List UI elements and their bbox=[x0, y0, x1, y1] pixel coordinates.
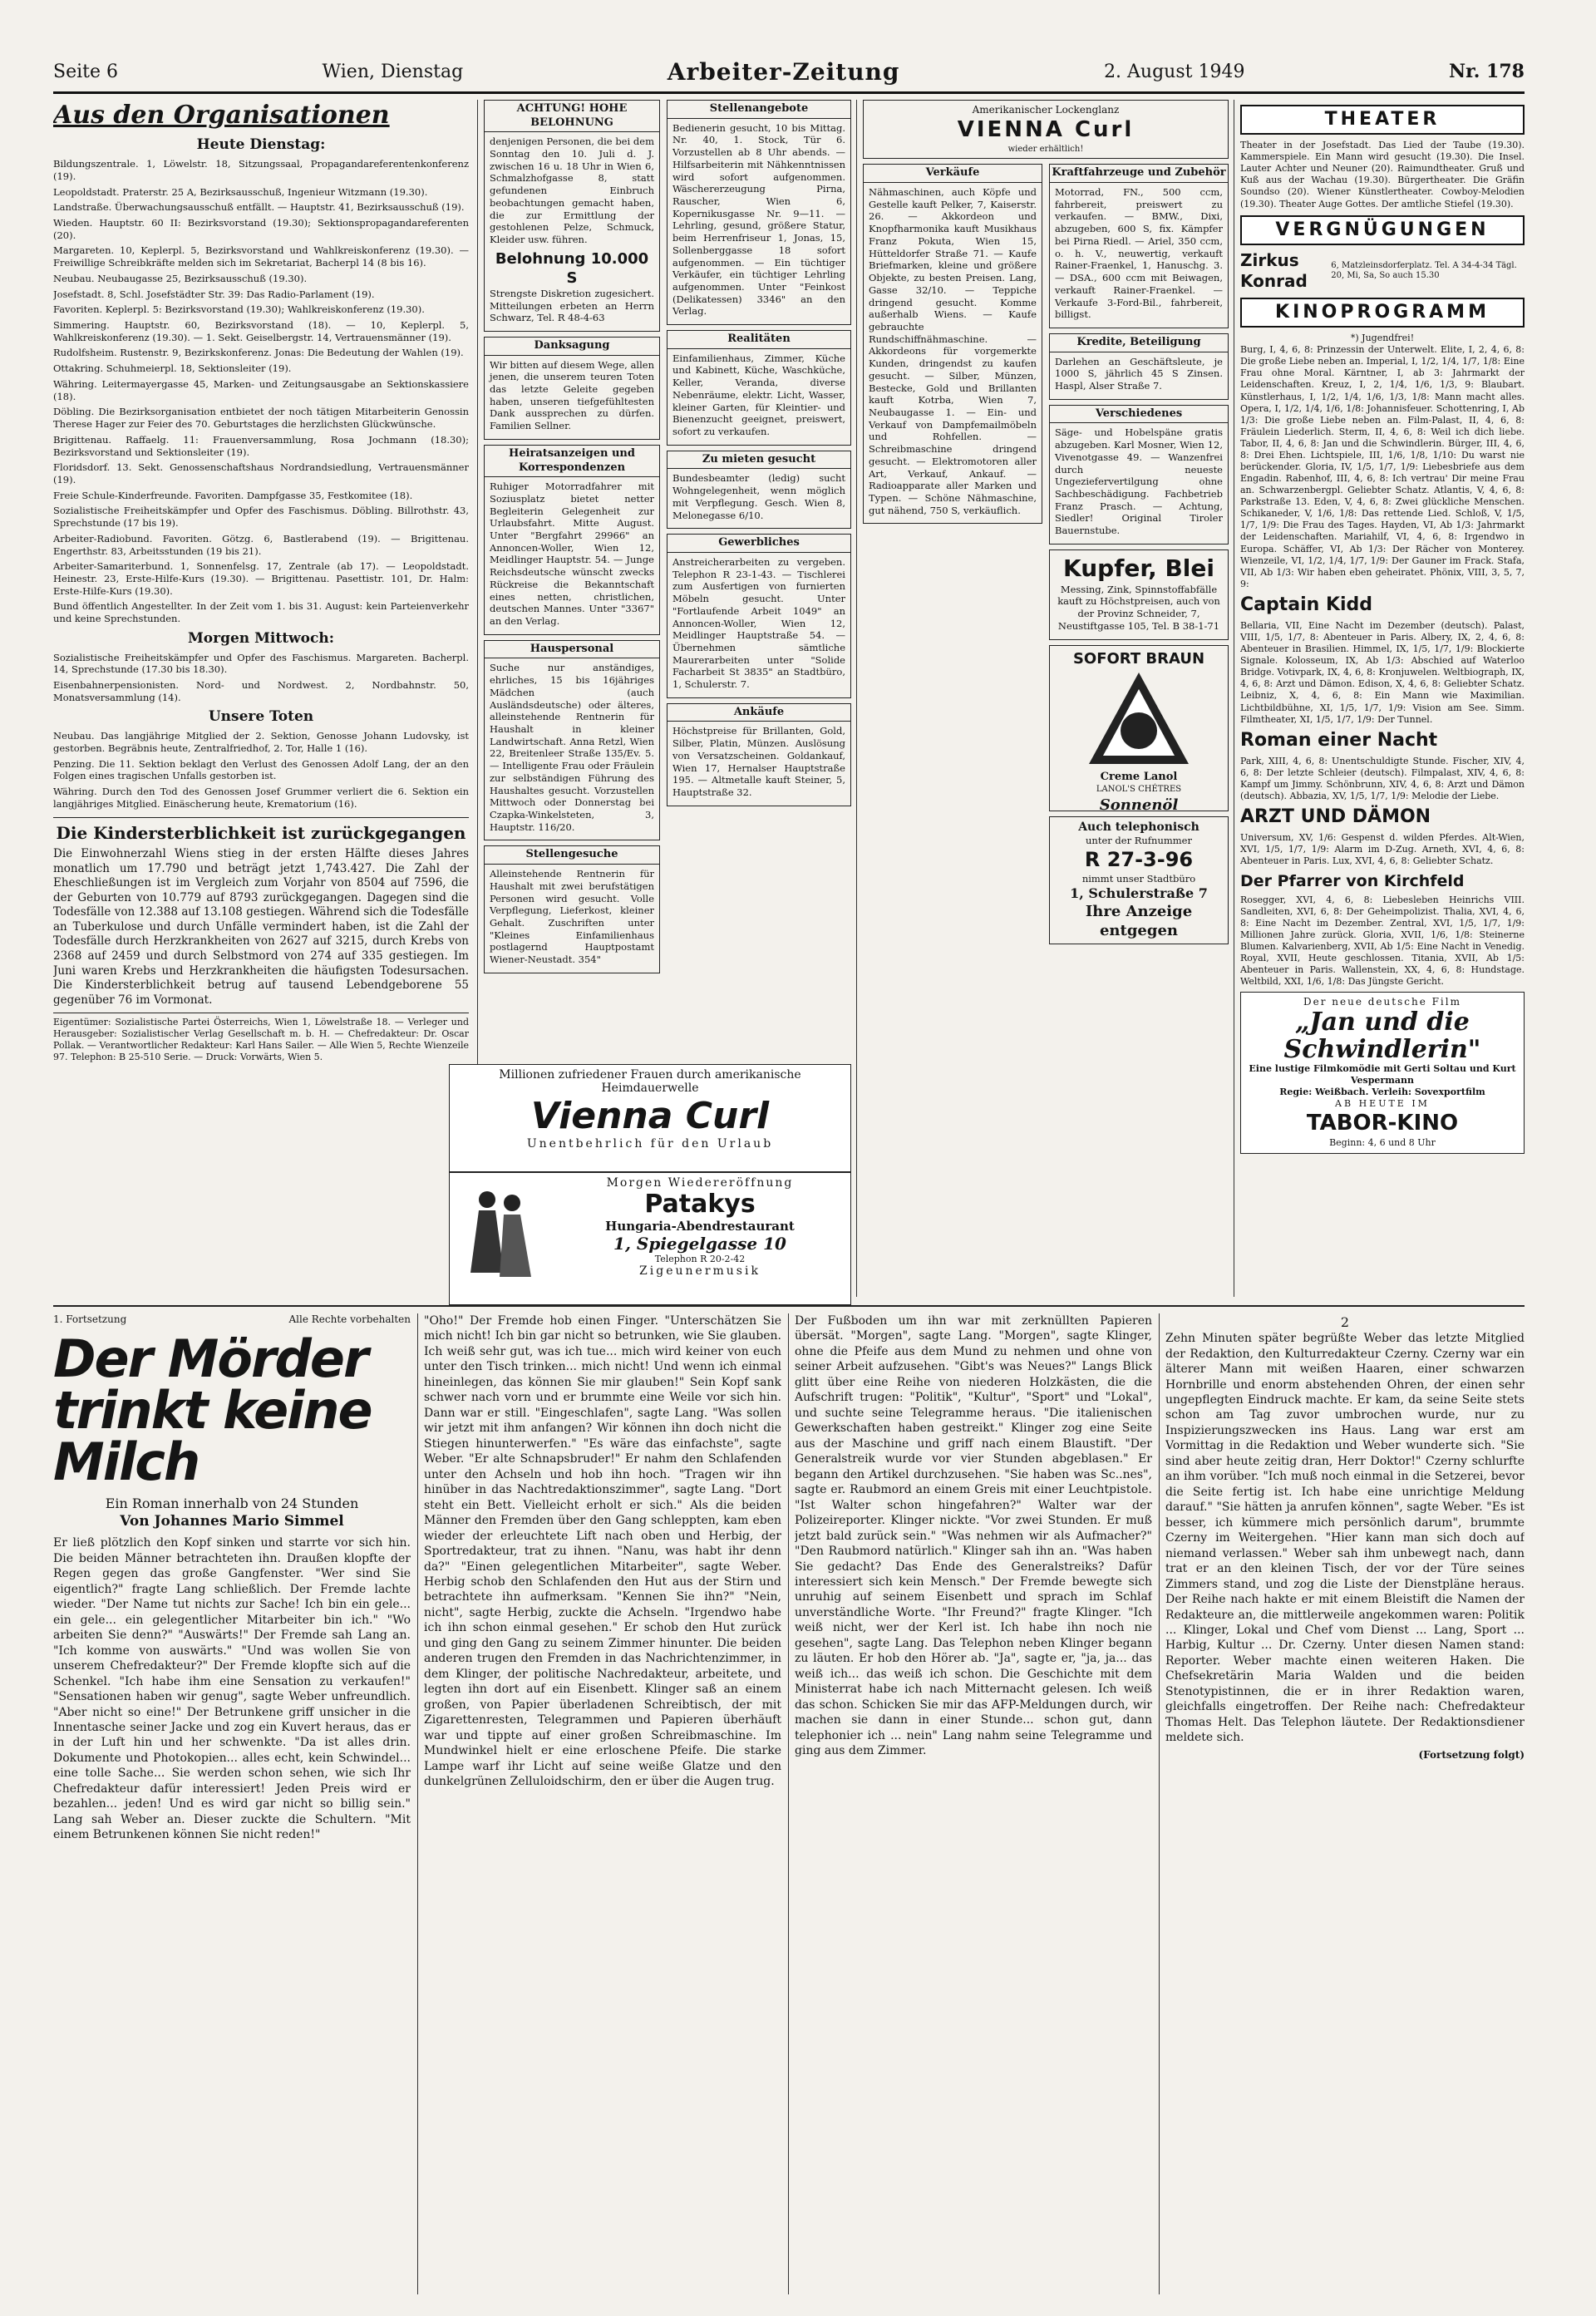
dank-text: Wir bitten auf diesem Wege, allen jenen, die unserem teuren Toten das letzte Geleite gegeben haben, unseren tiefgefühltesten Dank aussprechen zu dürfen. Familien Sellner. bbox=[490, 358, 654, 432]
realitaeten-title: Realitäten bbox=[667, 331, 850, 349]
masthead: Arbeiter-Zeitung bbox=[667, 57, 900, 86]
org-item: Arbeiter-Samariterbund. 1, Sonnenfelsg. 17, Zentrale (ab 17). — Leopoldstadt. Heinestr. 23, Erste-Hilfe-Kurs (19.30). — Brigittenau. Pasettistr. 101, Dr. Halm: Erste-Hilfe-Kurs (19.30). bbox=[53, 560, 469, 597]
mieten-ad bbox=[667, 451, 851, 530]
patakys-sub: Hungaria-Abendrestaurant bbox=[605, 1219, 795, 1234]
issue-date: 2. August 1949 bbox=[1104, 61, 1245, 82]
ankauf-text: Höchstpreise für Brillanten, Gold, Silber, Platin, Münzen. Auslösung von Versatzscheinen. Goldankauf, Wien 17, Hernalser Hauptstraße 195. — Altmetalle kauft Steiner, 5, Hauptstraße 32. bbox=[672, 725, 845, 799]
reward-ad bbox=[484, 100, 660, 332]
dead-title: Unsere Toten bbox=[208, 708, 314, 726]
theater-text: Theater in der Josefstadt. Das Lied der Taube (19.30). Kammerspiele. Ein Mann wird gesucht (19.30). Die Insel. Lauter Achter und Neuner (20). Raimundtheater. Gruß und Kuß aus der Wachau (19.30). Bürgertheater. Die Gräfin Soundso (20). Wiener Künstlertheater. Cowboy-Melodien (19.30). Theater Auge Gottes. Der amtliche Stiefel (19.30). bbox=[1240, 140, 1525, 209]
dank-ad bbox=[484, 337, 660, 440]
kino-text-5: Rosegger, XVI, 4, 6, 8: Liebesleben Heinrichs VIII. Sandleiten, XVI, 6, 8: Der Geheimpolizist. Thalia, XVI, 4, 6, 8: Eine Nacht im Dezember. Zentral, XVI, 1/5, 1/7, 1/9: Millionen Jahre zurück. Gloria, XVII, 1/6, 1/8: Steinerne Blumen. Kalvarienberg, XVII, Ab 1/5: Eine Nacht in Venedig. Royal, XVII, Heute geschlossen. Titania, XVII, Ab 1/5: Abenteuer in Paris. Wallenstein, XX, 4, 6, 8: Hundstage. Weltbild, XXI, 1/6, 1/8: Das Jüngste Gericht. bbox=[1240, 894, 1525, 988]
patakys-top: Morgen Wiedereröffnung bbox=[606, 1176, 794, 1190]
obituary-item: Neubau. Das langjährige Mitglied der 2. Sektion, Genosse Johann Ludovsky, ist gestorben. Begräbnis heute, Zentralfriedhof, 2. Tor, Halle 1 (16). bbox=[53, 730, 469, 754]
kredite-ad bbox=[1049, 333, 1229, 400]
novel-rights: Alle Rechte vorbehalten bbox=[288, 1313, 411, 1325]
dancers-illustration bbox=[458, 1181, 541, 1289]
org-item: Simmering. Hauptstr. 60, Bezirksvorstand (18). — 10, Keplerpl. 5, Wahlkreiskonferenz (19.30). — 1. Sekt. Geiselbergstr. 14, Vertrauensmänner (19). bbox=[53, 319, 469, 343]
kredite-text: Darlehen an Geschäftsleute, je 1000 S, jährlich 45 S Zinsen. Haspl, Alser Straße 7. bbox=[1055, 355, 1223, 392]
novel-text-1: Er ließ plötzlich den Kopf sinken und starrte vor sich hin. Die beiden Männer betrachteten ihn. Draußen klopfte der Regen gegen das große Gangfenster. "Wer sind Sie eigentlich?" fragte Lang schließlich. Der Fremde lachte wieder. "Der Name tut nichts zur Sache! Ich bin ein gele... ein gele... ein gelegentlicher Mitarbeiter bin ich." "Wo arbeiten Sie denn?" "Auswärts!" Der Fremde sah Lang an. "Ich komme von auswärts." "Und was wollen Sie von unserem Chefredakteur?" Der Fremde klopfte sich auf die Schenkel. "Ich habe ihm eine Sensation zu verkaufen!" "Sensationen haben wir genug", sagte Weber unfreundlich. "Aber nicht so eine!" Der Betrunkene griff unsicher in die Innentasche seiner Jacke und zog ein Kuvert heraus, das er in der Luft hin und her schwenkte. "Da ist alles drin. Dokumente und Photokopien... alles echt, kein Schwindel... eine tolle Sache... Sie werden schon sehen, wie sich Ihr Chefredakteur dafür interessiert! Jeden Preis wird er bezahlen... jeden! Und es wird gar nicht so billig sein." Lang sah Weber an. Dieser zuckte die Schultern. "Mit einem Betrunkenen können Sie nicht reden!" bbox=[53, 1536, 411, 1842]
reward-ad-text: denjenigen Personen, die bei dem Sonntag den 10. Juli d. J. zwischen 16 u. 18 Uhr in Wien 6, Schmalzhofgasse 8, statt gefundenen Einbruch beobachtungen gemacht haben, die zur Ermittlung der gestohlenen Pelze, Schmuck, Kleider usw. führen. bbox=[490, 136, 654, 245]
sofort-braun-sub: LANOL'S CHÉTRES bbox=[1096, 784, 1182, 794]
stellen-text: Alleinstehende Rentnerin für Haushalt mit zwei berufstätigen Personen wird gesucht. Volle Verpflegung, Lieferkost, kleiner Gehalt. Zuschriften unter "Kleines Einfamilienhaus postlagernd Hauptpostamt Wiener-Neustadt. 354" bbox=[490, 868, 654, 966]
kino-text-2: Bellaria, VII, Eine Nacht im Dezember (deutsch). Palast, VIII, 1/5, 1/7, 8: Abenteuer in Paris. Albery, IX, 2, 4, 6, 8: Abenteuer in Brasilien. Himmel, IX, 1/5, 1/7, 1/9: Blockierte Signale. Kolosseum, IX, Ab 1/3: Abschied auf Waterloo Bridge. Votivpark, IX, 4, 6, 8: Kronjuwelen. Weltbiograph, IX, 4, 6, 8: Arzt und Dämon. Edison, X, 4, 6, 8: Geliebter Schatz. Leibniz, X, 4, 6, 8: Ein Mann wie Maximilian. Lichtbildbühne, XI, 1/5, 1/7, 1/9: Vision am See. Simm. Filmtheater, XI, 1/5, 1/7, 1/9: Der Tunnel. bbox=[1240, 620, 1525, 725]
telefon-line2: unter der Rufnummer bbox=[1086, 835, 1192, 847]
novel-text-3: Der Fußboden um ihn war mit zerknüllten Papieren übersät. "Morgen", sagte Lang. "Morgen", sagte Klinger, ohne die Pfeife aus dem Mund zu nehmen und ohne von seiner Arbeit aufzusehen. "Gibt's was Neues?" Langs Blick glitt über eine Reihe von niederen Holzkästen, die die Aufschrift trugen: "Politik", "Kultur", "Sport" und "Lokal", und suchte seine Telegramme heraus. "Die italienischen Gewerkschaften haben gestreikt." Klinger zog eine Seite aus der Maschine und griff nach einem Blaustift. "Der Generalstreik wurde vor vier Stunden abgeblasen." Er begann den Artikel durchzusehen. "Sie haben was Sc..nes", sagte er. Raubmord an einem Greis mit einer Leuchtpistole. "Ist Walter schon hingefahren?" Walter war der Polizeireporter. Klinger nickte. "Vor zwei Stunden. Er muß jetzt bald zurück sein." "Was nehmen wir als Aufmacher?" "Den Raubmord natürlich." Klinger sah ihn an. "Was haben Sie gedacht? Das Ende des Generalstreiks? Dafür interessiert sich kein Mensch." Der Fremde bewegte sich unruhig auf seinem Eisenbett und sprach im Schlaf unverständliche Worte. "Ihr Freund?" fragte Klinger. "Ich weiß nicht, wer der Kerl ist. Ich habe ihn noch nie gesehen", sagte Lang. Das Telephon neben Klinger begann zu läuten. Er hob den Hörer ab. "Ja", sagte er, "ja, ja... das weiß ich... das weiß ich schon. Die Geschichte mit dem Ministerrat habe ich nach Mitternacht gelesen. Ich weiß das schon. Schicken Sie mir das AFP-Meldungen durch, wir machen sie dann in einer Stunde... schon gut, dann telephonier ich ... nein" Lang nahm seine Telegramme und ging aus dem Zimmer. bbox=[795, 1314, 1152, 1758]
versch-ad bbox=[1049, 405, 1229, 545]
patakys-ad bbox=[449, 1172, 851, 1305]
captain-kidd: Captain Kidd bbox=[1240, 594, 1373, 615]
novel-col-2 bbox=[424, 1313, 781, 2294]
mortality-text: Die Einwohnerzahl Wiens stieg in der ersten Hälfte dieses Jahres monatlich um 17.790 und beträgt jetzt 1,743.427. Die Zahl der Eheschließungen ist im Vergleich zum Vorjahr von 8504 auf 7596, die der Geburten von 10.779 auf 8793 zurückgegangen. Dagegen sind die Todesfälle von 12.388 auf 13.108 gestiegen. Während sich die Todesfälle an Tuberkulose und durch Unfälle vermindert haben, ist die Zahl der Todesfälle durch Herzkrankheiten von 2627 auf 3215, durch Krebs von 2368 auf 2459 und durch Selbstmord von 274 auf 335 gestiegen. Im Juni waren Krebs und Herzkrankheiten die häufigsten Todesursachen. Die Kindersterblichkeit betrug auf tausend Lebendgeborene 55 gegenüber 76 im Vormonat. bbox=[53, 847, 469, 1007]
kupfer-ad bbox=[1049, 549, 1229, 640]
kino-text: Burg, I, 4, 6, 8: Prinzessin der Unterwelt. Elite, I, 2, 4, 6, 8: Die große Liebe neben an. Imperial, I, 1/2, 1/4, 1/7, 1/8: Eine Frau ohne Moral. Kärntner, I, ab 3: Jahrmarkt der Leidenschaften. Kreuz, I, 2, 1/4, 1/6, 1/3, 9: Blaubart. Künstlerhaus, I, 1/2, 1/4, 1/6, 1/3, 1/8: Mann macht alles. Opera, I, 1/2, 1/4, 1/6, 1/8: Johannisfeuer. Schottenring, I, Ab 1/3: Die große Liebe neben an. Film-Palast, II, 4, 6, 8: Fräulein Liederlich. Sterm, II, 4, 6, 8: Weil ich dich liebe. Tabor, II, 4, 6, 8: Jan und die Schwindlerin. Bürger, III, 4, 6, 8: Drei Ehen. Lichtspiele, III, 1/6, 1/8, 1/10: Du warst nie berückender. Gloria, IV, 1/5, 1/7, 1/9: Liebesbriefe aus dem Engadin. Rabenhof, III, 4, 6, 8: Ich vertrau' Dir meine Frau an. Schwarzenbergpl. Geliebter Schatz. Atlantis, V, 4, 6, 8: Parkstraße 13. Eden, V, 4, 6, 8: Zwei glückliche Menschen. Schikaneder, V, 1/6, 1/8: Das rettende Lied. Schloß, V, 1/5, 1/7, 1/9: Die Frau des Tages. Hayden, VI, Ab 1/3: Jahrmarkt der Leidenschaften. Mariahilf, VI, 4, 6, 8: Irgendwo in Europa. Schäffer, VI, Ab 1/3: Der Rächer von Monterey. Wienzeile, VI, 1/2, 1/4, 1/7, 1/9: Der Gauner im Frack. Stafa, VII, Ab 1/3: Wir haben eben geheiratet. Phönix, VIII, 3, 5, 7, 9: bbox=[1240, 344, 1525, 589]
ads-column-a bbox=[484, 100, 660, 1056]
lockenglanz-brand: VIENNA Curl bbox=[957, 117, 1135, 143]
org-subtitle: Heute Dienstag: bbox=[196, 136, 326, 154]
patakys-tel: Telephon R 20-2-42 bbox=[654, 1254, 746, 1264]
kraft-ad bbox=[1049, 164, 1229, 328]
novel-fortsetzung: 1. Fortsetzung bbox=[53, 1313, 127, 1325]
obituary-item: Währing. Durch den Tod des Genossen Josef Grummer verliert die 6. Sektion ein langjähriges Mitglied. Einäscherung heute, Krematorium (16). bbox=[53, 786, 469, 810]
patakys-addr: 1, Spiegelgasse 10 bbox=[613, 1234, 786, 1254]
org-item: Bund öffentlich Angestellter. In der Zeit vom 1. bis 31. August: kein Parteienverkehr und keine Sprechstunden. bbox=[53, 600, 469, 625]
telefon-ad bbox=[1049, 816, 1229, 945]
header-date: Wien, Dienstag bbox=[322, 61, 464, 82]
kraft-text: Motorrad, FN., 500 ccm, fahrbereit, preiswert zu verkaufen. — BMW., Dixi, abzugeben, 600 S, fix. Kämpfer bei Pirna Riedl. — Ariel, 350 ccm, o. h. V., neuwertig, verkauft Rainer-Fraenkel, 1, Hanuschg. 3. — DSA., 600 ccm mit Beiwagen, verkauft Rainer-Fraenkel. — Verkaufe 3-Ford-Bil., fahrbereit, billigst. bbox=[1055, 186, 1223, 321]
angebote-text: Bedienerin gesucht, 10 bis Mittag. Nr. 40, 1. Stock, Tür 6. Vorzustellen ab 8 Uhr abends. — Hilfsarbeiterin mit Nähkenntnissen wird sofort aufgenommen. Wäschererzeugung Pirna, Rauscher, Wien 6, Kopernikusgasse Nr. 9—11. — Lehrling, gesund, größere Statur, beim Herrenfriseur 1, Jonas, 15, Sollenberggasse 18 sofort aufgenommen. — Ein tüchtiger Verkäufer, ein tüchtiger Lehrling aufgenommen. Unter "Feinkost (Delikatessen) 3346" an den Verlag. bbox=[672, 121, 845, 318]
kino-title: KINOPROGRAMM bbox=[1240, 298, 1525, 328]
haus-title: Hauspersonal bbox=[485, 641, 659, 659]
patakys-name: Patakys bbox=[644, 1190, 756, 1219]
ads-column-b bbox=[667, 100, 851, 1056]
versch-text: Säge- und Hobelspäne gratis abzugeben. Karl Mosner, Wien 12, Vivenotgasse 49. — Wanzenfrei durch neueste Ungeziefervertilgung ohne Sachbeschädigung. Fachbetrieb Franz Prasch. — Achtung, Siedler! Original Tiroler Bauernstube. bbox=[1055, 426, 1223, 537]
novel-text-2: "Oho!" Der Fremde hob einen Finger. "Unterschätzen Sie mich nicht! Ich bin gar nicht so betrunken, wie Sie glauben. Ich weiß sehr gut, was ich tue... mich wird keiner von euch unter den Tisch trinken... mich nicht! Und wenn ich einmal hineinlegen, das können Sie mir glauben!" Sein Kopf sank schwer nach vorn und er brummte eine Weile vor sich hin. Dann war er still. "Eingeschlafen", sagte Lang. "Was sollen wir jetzt mit ihm anfangen? Wir können ihn doch nicht die Stiegen hinunterwerfen." "Es wäre das einfachste", sagte Weber. "Er alte Schnapsbruder!" Er nahm den Schlafenden unter den Achseln und hob ihn hoch. "Tragen wir ihn hinüber in das Nachtredaktionszimmer", sagte Lang. "Dort steht ein Bett. Vielleicht erholt er sich." Als die beiden Männer den Fremden über den Gang schleppten, kam eben wieder der erleuchtete Lift nach oben und Herbig, der Sportredakteur, trat zu ihnen. "Nanu, was habt ihr denn da?" "Einen gelegentlichen Mitarbeiter", sagte Weber. Herbig schob den Schlafenden den Hut aus der Stirn und betrachtete ihn aufmerksam. "Kennen Sie ihn?" "Nein, nicht", sagte Herbig, zuckte die Achseln. "Irgendwo habe ich ihn schon einmal gesehen." Er schob den Hut zurück und ging den Gang zu seinem Zimmer hinunter. Die beiden anderen trugen den Fremden in das Nachrichtenzimmer, in dem Klinger, der politische Nachredakteur, arbeitete, und legten ihn dort auf ein Eisenbett. Klinger saß an einem großen, von Papier überladenen Schreibtisch, der mit Zigarettenresten, Telegrammen und Papieren überhäuft war und tippte auf einer großen Schreibmaschine. Im Mundwinkel hielt er eine erloschene Pfeife. Die starke Lampe warf ihr Licht auf seine weiße Glatze und den dunkelgrünen Zelluloidschirm, den er über die Augen trug. bbox=[424, 1314, 781, 1789]
mortality-title: Die Kindersterblichkeit ist zurückgegangen bbox=[56, 822, 466, 843]
haus-ad bbox=[484, 640, 660, 841]
theater-column bbox=[1240, 100, 1525, 1297]
arzt-und-daemon: ARZT UND DÄMON bbox=[1240, 806, 1431, 828]
zirkus-name: Zirkus Konrad bbox=[1240, 249, 1308, 292]
classified-text: Nähmaschinen, auch Köpfe und Gestelle kauft Pelker, 7, Kaiserstr. 26. — Akkordeon und Knopfharmonika kauft Musikhaus Franz Pokuta, Wien 15, Hütteldorfer Straße 71. — Kaufe Briefmarken, kleine und größere Objekte, zu besten Preisen. Lang, Gasse 32/10. — Teppiche dringend gesucht. Komme außerhalb Wiens. — Kaufe gebrauchte Rundschiffnähmaschine. — Akkordeons für vorgemerkte Kunden, dringendst zu kaufen gesucht. — Silber, Münzen, Bestecke, Gold und Brillanten kauft Kotrba, Wien 7, Neubaugasse 1. — Ein- und Verkauf von Dampfemailmöbeln und Rohfellen. — Schreibmaschine dringend gesucht. — Elektromotoren aller Art, Verkauf, Ankauf. — Radioapparate aller Marken und Typen. — Schöne Nähmaschine, gut nähend, 750 S, verkäuflich. bbox=[869, 186, 1037, 516]
versch-title: Verschiedenes bbox=[1050, 406, 1228, 424]
lockenglanz-top: Amerikanischer Lockenglanz bbox=[972, 104, 1120, 116]
realitaeten-ad bbox=[667, 330, 851, 446]
sofort-braun-title: SOFORT BRAUN bbox=[1072, 649, 1205, 668]
sofort-braun-bottom: Sonnenöl bbox=[1099, 796, 1179, 814]
film-ad-ab: AB HEUTE IM bbox=[1335, 1098, 1430, 1110]
org-item: Rudolfsheim. Rustenstr. 9, Bezirkskonferenz. Jonas: Die Bedeutung der Wahlen (19). bbox=[53, 347, 464, 359]
film-ad-kino: TABOR-KINO bbox=[1306, 1111, 1459, 1136]
org-item: Leopoldstadt. Praterstr. 25 A, Bezirksausschuß, Ingenieur Witzmann (19.30). bbox=[53, 185, 428, 198]
telefon-line3: nimmt unser Stadtbüro bbox=[1081, 872, 1196, 885]
org-column bbox=[53, 100, 469, 1297]
film-ad-title: „Jan und die Schwindlerin" bbox=[1283, 1007, 1481, 1064]
zirkus-text: 6, Matzleinsdorferplatz. Tel. A 34-4-34 Tägl. 20, Mi, Sa, So auch 15.30 bbox=[1331, 260, 1517, 281]
patakys-bottom: Zigeunermusik bbox=[639, 1264, 761, 1278]
film-ad-top: Der neue deutsche Film bbox=[1303, 995, 1461, 1008]
sofort-braun-brand: Creme Lanol bbox=[1100, 771, 1178, 784]
dead-items bbox=[53, 730, 469, 810]
mieten-title: Zu mieten gesucht bbox=[667, 451, 850, 470]
film-ad-beginn: Beginn: 4, 6 und 8 Uhr bbox=[1329, 1137, 1436, 1149]
kredite-title: Kredite, Beteiligung bbox=[1050, 334, 1228, 352]
kupfer-text: Messing, Zink, Spinnstoffabfälle kauft zu Höchstpreisen, auch von der Provinz Schneider, 7, Neustiftgasse 105, Tel. B 38-1-71 bbox=[1057, 583, 1220, 632]
angebote-ad bbox=[667, 100, 851, 325]
novel-text-4: Zehn Minuten später begrüßte Weber das letzte Mitglied der Redaktion, den Kulturredakteur Czerny. Czerny war ein älterer Mann mit weißen Haaren, einer schwarzen Hornbrille und enorm abstehenden Ohren, der einen sehr ungepflegten Eindruck machte. Er kam, da seine Seite stets schon am Tag zuvor umbrochen wurde, nur zu Inspizierungszwecken ins Haus. Lang war erst am Vormittag in die Redaktion und Weber wunderte sich. "Sie sind aber heute zeitig dran, Herr Doktor!" Czerny schlurfte an ihm vorüber. "Ich muß noch einmal in die Setzerei, bevor die Seite fertig ist. Ich habe eine unrichtige Meldung darauf." "Sie hätten ja anrufen können", sagte Weber. "Es ist besser, ich kümmere mich persönlich darum", brummte Czerny im Weitergehen. "Hier kann man sich doch auf niemand verlassen." Weber sah ihm unbewegt nach, dann trat er an den kleinen Tisch, der vor der Türe seines Zimmers stand, und zog die Liste der Dienstpläne heraus. Der Reihe nach hakte er mit einem Bleistift die Namen der Redakteure an, die mittlerweile angekommen waren: Politik ... Klinger, Lokal und Chef vom Dienst ... Lang, Sport ... Harbig, Kultur ... Dr. Czerny. Unter diesen Namen stand: Reporter. Weber machte einen weiteren Haken. Die Chefsekretärin Maria Walden und die beiden Stenotypistinnen, die er in ihrer Redaktion waren, gleichfalls eingetroffen. Der Reihe nach: Chefredakteur Thomas Helt. Das Telephon läutete. Der Redaktionsdiener meldete sich. bbox=[1165, 1332, 1525, 1745]
vienna-curl-bottom: Unentbehrlich für den Urlaub bbox=[526, 1137, 774, 1151]
org-item: Margareten. 10, Keplerpl. 5, Bezirksvorstand und Wahlkreiskonferenz (19.30). — Freiwillige Schreibkräfte melden sich im Sekretariat, Bacherpl 14 (8 bis 16). bbox=[53, 244, 469, 269]
org-item: Neubau. Neubaugasse 25, Bezirksausschuß (19.30). bbox=[53, 272, 308, 284]
lockenglanz-sub: wieder erhältlich! bbox=[1007, 144, 1084, 154]
org-title: Aus den Organisationen bbox=[53, 101, 390, 130]
tomorrow-item: Sozialistische Freiheitskämpfer und Opfer des Faschismus. Margareten. Bacherpl. 14, Sprechstunde (17.30 bis 18.30). bbox=[53, 651, 469, 676]
org-items bbox=[53, 158, 469, 625]
vienna-curl-top: Millionen zufriedener Frauen durch amerikanische Heimdauerwelle bbox=[499, 1068, 801, 1095]
vienna-curl-brand: Vienna Curl bbox=[530, 1095, 770, 1137]
lockenglanz-ad bbox=[863, 100, 1229, 159]
ankauf-ad bbox=[667, 703, 851, 806]
telefon-number: R 27-3-96 bbox=[1084, 848, 1194, 872]
novel-col-3 bbox=[795, 1313, 1152, 2294]
ads-column-c bbox=[863, 100, 1229, 1297]
org-item: Bildungszentrale. 1, Löwelstr. 18, Sitzungssaal, Propagandareferentenkonferenz (19). bbox=[53, 158, 469, 182]
telefon-line4: Ihre Anzeige entgegen bbox=[1085, 903, 1193, 940]
kraft-title: Kraftfahrzeuge und Zubehör bbox=[1050, 165, 1228, 183]
novel-author: Von Johannes Mario Simmel bbox=[120, 1512, 344, 1530]
gewerbe-title: Gewerbliches bbox=[667, 535, 850, 553]
telefon-line1: Auch telephonisch bbox=[1078, 820, 1199, 834]
theater-title: THEATER bbox=[1240, 105, 1525, 135]
tomorrow-title: Morgen Mittwoch: bbox=[187, 629, 335, 647]
imprint: Eigentümer: Sozialistische Partei Österreichs, Wien 1, Löwelstraße 18. — Verleger und Herausgeber: Sozialistischer Verlag Gesellschaft m. b. H. — Chefredakteur: Dr. Oscar Pollak. — Verantwortlicher Redakteur: Karl Hans Sailer. — Alle Wien 5, Rechte Wienzeile 97. Telephon: B 25-510 Serie. — Druck: Vorwärts, Wien 5. bbox=[53, 1017, 469, 1063]
chapter-number: 2 bbox=[1340, 1314, 1350, 1330]
org-item: Döbling. Die Bezirksorganisation entbietet der noch tätigen Mitarbeiterin Genossin Therese Hager zur Feier des 70. Geburtstages die herzlichsten Glückwünsche. bbox=[53, 406, 469, 431]
vergn-title: VERGNÜGUNGEN bbox=[1240, 215, 1525, 245]
creme-lanol-logo bbox=[1085, 668, 1193, 768]
org-item: Währing. Leitermayergasse 45, Marken- und Zeitungsausgabe an Sektionskassiere (18). bbox=[53, 377, 469, 402]
gewerbe-ad bbox=[667, 534, 851, 698]
org-item: Brigittenau. Raffaelg. 11: Frauenversammlung, Rosa Jochmann (18.30); Bezirksvorstand und Sektionsleiter (19). bbox=[53, 433, 469, 458]
novel-end: (Fortsetzung folgt) bbox=[1418, 1748, 1525, 1761]
gewerbe-text: Anstreicherarbeiten zu vergeben. Telephon R 23-1-43. — Tischlerei zum Ausfertigen von furnierten Möbeln gesucht. Unter "Fortlaufende Arbeit 1049" an Annoncen-Woller, Wien 12, Meidlinger Hauptstraße 54. — Übernehmen sämtliche Maurerarbeiten unter "Solide Facharbeit St 3835" an Stadtbüro, 1, Schulerstr. 7. bbox=[672, 555, 845, 691]
org-item: Josefstadt. 8, Schl. Josefstädter Str. 39: Das Radio-Parlament (19). bbox=[53, 288, 375, 300]
heirat-text: Ruhiger Motorradfahrer mit Soziusplatz bietet netter Begleiterin Gelegenheit zur Urlaubsfahrt. Mitte August. Unter "Bergfahrt 29966" an Annoncen-Woller, Wien 12, Meidlinger Hauptstr. 54. — Junge Reichsdeutsche wünscht zwecks Rückreise die Bekanntschaft eines netten, christlichen, deutschen Mannes. Unter "3367" an den Verlag. bbox=[490, 480, 654, 628]
angebote-title: Stellenangebote bbox=[667, 101, 850, 119]
page-header bbox=[53, 52, 1525, 94]
haus-text: Suche nur anständiges, ehrliches, 15 bis 16jähriges Mädchen (auch Ausländsdeutsche) oder älteres, alleinstehende Rentnerin für Haushalt in kleiner Landwirtschaft. Anna Retzl, Wien 22, Breitenleer Straße 135/Ev. 5. — Intelligente Frau oder Fräulein zur selbständigen Führung des Haushaltes gesucht. Vorzustellen Mittwoch oder Donnerstag bei Czapka-Winkelsteten, 3, Hauptstr. 116/20. bbox=[490, 662, 654, 833]
org-item: Landstraße. Überwachungsausschuß entfällt. — Hauptstr. 41, Bezirksausschuß (19). bbox=[53, 201, 465, 214]
dank-title: Danksagung bbox=[485, 338, 659, 356]
roman-einer-nacht: Roman einer Nacht bbox=[1240, 729, 1438, 751]
film-ad-regie: Regie: Weißbach. Verleih: Sovexportfilm bbox=[1279, 1087, 1485, 1098]
obituary-item: Penzing. Die 11. Sektion beklagt den Verlust des Genossen Adolf Lang, der an den Folgen eines tragischen Unfalls gestorben ist. bbox=[53, 757, 469, 782]
sofort-braun-ad bbox=[1049, 645, 1229, 814]
novel-title: Der Mörder trinkt keine Milch bbox=[53, 1328, 372, 1492]
reward-ad-footer: Strengste Diskretion zugesichert. Mitteilungen erbeten an Herrn Schwarz, Tel. R 48-4-63 bbox=[490, 287, 654, 324]
novel-col-4 bbox=[1165, 1313, 1525, 2294]
mieten-text: Bundesbeamter (ledig) sucht Wohngelegenheit, wenn möglich mit Verpflegung. Gesch. Wien 8, Melonegasse 6/10. bbox=[672, 472, 845, 521]
pfarrer-von-kirchfeld: Der Pfarrer von Kirchfeld bbox=[1240, 871, 1465, 890]
reward-ad-title: ACHTUNG! HOHE BELOHNUNG bbox=[485, 101, 659, 132]
telefon-addr: 1, Schulerstraße 7 bbox=[1070, 885, 1208, 901]
tomorrow-items bbox=[53, 652, 469, 704]
vienna-curl-ad bbox=[449, 1064, 851, 1172]
classified-ad bbox=[863, 164, 1042, 524]
kino-note: *) Jugendfrei! bbox=[1350, 333, 1415, 344]
org-item: Wieden. Hauptstr. 60 II: Bezirksvorstand (19.30); Sektionspropagandareferenten (20). bbox=[53, 217, 469, 241]
film-ad bbox=[1240, 992, 1525, 1154]
heirat-ad bbox=[484, 445, 660, 635]
kino-text-3: Park, XIII, 4, 6, 8: Unentschuldigte Stunde. Fischer, XIV, 4, 6, 8: Der letzte Schleier (deutsch). Filmpalast, XIV, 4, 6, 8: Kampf um Jimmy. Schönbrunn, XIV, 4, 6, 8: Arzt und Dämon (deutsch). Abbazia, XV, 1/5, 1/7, 1/9: Melodie der Liebe. bbox=[1240, 755, 1525, 802]
stellen-title: Stellengesuche bbox=[485, 846, 659, 865]
kupfer-title: Kupfer, Blei bbox=[1063, 554, 1214, 582]
realitaeten-text: Einfamilienhaus, Zimmer, Küche und Kabinett, Küche, Waschküche, Keller, Veranda, diverse Nebenräume, elektr. Licht, Wasser, kleiner Garten, für Kleintier- und Bienenzucht geeignet, preiswert, sofort zu verkaufen. bbox=[672, 352, 845, 438]
page-number: Seite 6 bbox=[53, 61, 118, 82]
kino-text-4: Universum, XV, 1/6: Gespenst d. wilden Pferdes. Alt-Wien, XVI, 1/5, 1/7, 1/9: Alarm im D-Zug. Arneth, XVI, 4, 6, 8: Abenteuer in Paris. Lux, XVI, 4, 6, 8: Geliebter Schatz. bbox=[1240, 832, 1525, 867]
classified-title: Verkäufe bbox=[864, 165, 1042, 183]
novel-subtitle: Ein Roman innerhalb von 24 Stunden bbox=[105, 1495, 359, 1511]
reward-amount: Belohnung 10.000 S bbox=[495, 249, 649, 287]
org-item: Arbeiter-Radiobund. Favoriten. Götzg. 6, Bastlerabend (19). — Brigittenau. Engerthstr. 83, Arbeitsstunden (19 bis 21). bbox=[53, 532, 469, 557]
org-item: Ottakring. Schuhmeierpl. 18, Sektionsleiter (19). bbox=[53, 362, 292, 375]
issue-number: Nr. 178 bbox=[1449, 61, 1525, 82]
org-item: Sozialistische Freiheitskämpfer und Opfer des Faschismus. Döbling. Billrothstr. 43, Sprechstunde (17 bis 19). bbox=[53, 505, 469, 530]
org-item: Floridsdorf. 13. Sekt. Genossenschaftshaus Nordrandsiedlung, Vertrauensmänner (19). bbox=[53, 461, 469, 485]
org-item: Favoriten. Keplerpl. 5: Bezirksvorstand (19.30); Wahlkreiskonferenz (19.30). bbox=[53, 303, 425, 316]
novel-col-1 bbox=[53, 1313, 411, 2294]
stellen-ad bbox=[484, 845, 660, 973]
film-ad-sub: Eine lustige Filmkomödie mit Gerti Soltau und Kurt Vespermann bbox=[1249, 1062, 1516, 1086]
org-item: Freie Schule-Kinderfreunde. Favoriten. Dampfgasse 35, Festkomitee (18). bbox=[53, 489, 413, 501]
ankauf-title: Ankäufe bbox=[667, 704, 850, 722]
tomorrow-item: Eisenbahnerpensionisten. Nord- und Nordwest. 2, Nordbahnstr. 50, Monatsversammlung (14). bbox=[53, 679, 469, 703]
heirat-title: Heiratsanzeigen und Korrespondenzen bbox=[485, 446, 659, 477]
